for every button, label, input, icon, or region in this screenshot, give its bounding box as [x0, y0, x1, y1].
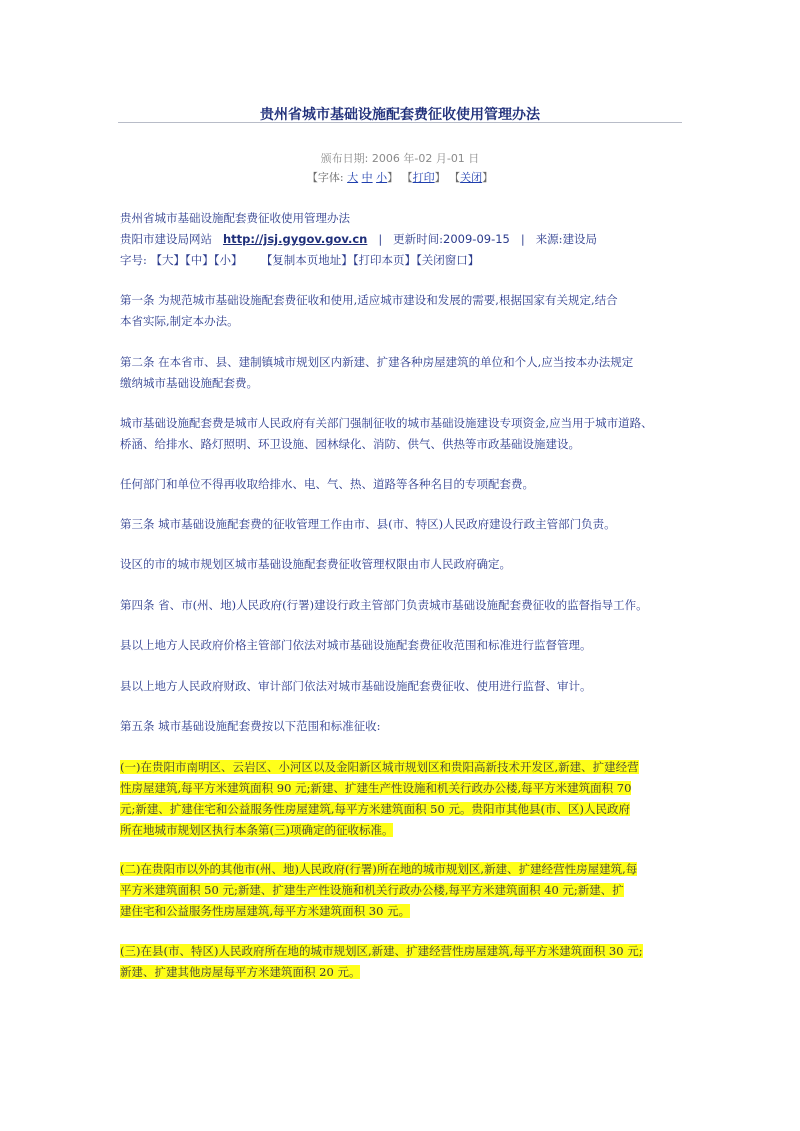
update-label: 更新时间:	[393, 232, 444, 246]
toolbar-line	[120, 250, 479, 271]
separator: |	[378, 232, 383, 246]
size-medium-button[interactable]: 【中】	[185, 253, 214, 267]
print-page-button[interactable]: 【打印本页】	[352, 253, 417, 267]
close-link[interactable]: 关闭	[460, 171, 483, 184]
highlighted-line: (一)在贵阳市南明区、云岩区、小河区以及金阳新区城市规划区和贵阳高新技术开发区,新建、扩建经营	[120, 760, 639, 774]
font-bar-prefix: 【字体:	[306, 171, 344, 184]
clause-2-highlighted	[120, 859, 700, 922]
update-value: 2009-09-15	[443, 232, 510, 246]
article-5	[120, 716, 688, 737]
print-open-bracket: 【	[401, 171, 413, 184]
separator: |	[520, 232, 525, 246]
print-close-bracket: 】	[434, 171, 446, 184]
page-title: 贵州省城市基础设施配套费征收使用管理办法	[260, 107, 540, 123]
text-line: 县以上地方人民政府价格主管部门依法对城市基础设施配套费征收范围和标准进行监督管理。	[120, 638, 592, 652]
highlighted-line: 新建、扩建其他房屋每平方米建筑面积 20 元。	[120, 965, 361, 979]
font-size-bar	[0, 169, 800, 185]
clause-3-highlighted	[120, 941, 700, 983]
text-line: 任何部门和单位不得再收取给排水、电、气、热、道路等各种名目的专项配套费。	[120, 477, 534, 491]
article-4-price	[120, 635, 688, 656]
article-2-explanation	[120, 413, 688, 455]
highlighted-line: (三)在县(市、特区)人民政府所在地的城市规划区,新建、扩建经营性房屋建筑,每平方米建筑面积 30 元;	[120, 944, 643, 958]
copy-url-button[interactable]: 【复制本页地址】	[260, 253, 353, 267]
close-open-bracket: 【	[449, 171, 461, 184]
text-line: 第四条 省、市(州、地)人民政府(行署)建设行政主管部门负责城市基础设施配套费征收的监督指导工作。	[120, 598, 648, 612]
font-medium-link[interactable]: 中	[361, 171, 373, 184]
article-4-audit	[120, 676, 688, 697]
text-line: 设区的市的城市规划区城市基础设施配套费征收管理权限由市人民政府确定。	[120, 557, 511, 571]
print-link[interactable]: 打印	[412, 171, 435, 184]
article-3-authority	[120, 554, 688, 575]
highlighted-line: 所在地城市规划区执行本条第(三)项确定的征收标准。	[120, 823, 394, 837]
size-large-button[interactable]: 【大】	[150, 253, 186, 267]
article-4	[120, 595, 688, 616]
article-2-restriction	[120, 474, 688, 495]
font-large-link[interactable]: 大	[347, 171, 359, 184]
highlighted-line: (二)在贵阳市以外的其他市(州、地)人民政府(行署)所在地的城市规划区,新建、扩建经营性房屋建筑,每	[120, 862, 638, 876]
text-line: 县以上地方人民政府财政、审计部门依法对城市基础设施配套费征收、使用进行监督、审计。	[120, 679, 592, 693]
source-value: 建设局	[562, 232, 598, 246]
highlighted-line: 性房屋建筑,每平方米建筑面积 90 元;新建、扩建生产性设施和机关行政办公楼,每平方米建筑面积 70	[120, 781, 632, 795]
size-small-button[interactable]: 【小】	[213, 253, 243, 267]
article-3	[120, 514, 688, 535]
text-line: 桥涵、给排水、路灯照明、环卫设施、园林绿化、消防、供气、供热等市政基础设施建设。	[120, 437, 580, 451]
highlighted-line: 平方米建筑面积 50 元;新建、扩建生产性设施和机关行政办公楼,每平方米建筑面积 40 元;新建、扩	[120, 883, 624, 897]
article-2	[120, 352, 688, 394]
article-1	[120, 290, 688, 332]
close-close-bracket: 】	[482, 171, 494, 184]
source-label: 来源:	[535, 232, 563, 246]
publish-date-label: 颁布日期:	[320, 152, 369, 165]
text-line: 第五条 城市基础设施配套费按以下范围和标准征收:	[120, 719, 381, 733]
source-site: 贵阳市建设局网站	[120, 232, 212, 246]
text-line: 本省实际,制定本办法。	[120, 314, 239, 328]
text-line: 第三条 城市基础设施配套费的征收管理工作由市、县(市、特区)人民政府建设行政主管部门负责。	[120, 517, 616, 531]
fontsize-label: 字号:	[120, 253, 147, 267]
highlighted-line: 建住宅和公益服务性房屋建筑,每平方米建筑面积 30 元。	[120, 904, 411, 918]
font-bar-suffix: 】	[387, 171, 399, 184]
text-line: 第一条 为规范城市基础设施配套费征收和使用,适应城市建设和发展的需要,根据国家有关规定,结合	[120, 293, 618, 307]
source-line	[120, 229, 597, 250]
doc-title-line: 贵州省城市基础设施配套费征收使用管理办法	[120, 211, 350, 225]
highlighted-line: 元;新建、扩建住宅和公益服务性房屋建筑,每平方米建筑面积 50 元。贵阳市其他县(市、区)人民政府	[120, 802, 630, 816]
text-line: 缴纳城市基础设施配套费。	[120, 376, 258, 390]
publish-date-value: 2006 年-02 月-01 日	[371, 152, 480, 165]
publish-date	[0, 150, 800, 166]
text-line: 第二条 在本省市、县、建制镇城市规划区内新建、扩建各种房屋建筑的单位和个人,应当按本办法规定	[120, 355, 634, 369]
font-small-link[interactable]: 小	[376, 171, 388, 184]
clause-1-highlighted	[120, 757, 700, 841]
close-window-button[interactable]: 【关闭窗口】	[416, 253, 480, 267]
text-line: 城市基础设施配套费是城市人民政府有关部门强制征收的城市基础设施建设专项资金,应当用于城市道路、	[120, 416, 653, 430]
title-divider	[118, 122, 682, 123]
source-url-link[interactable]: http://jsj.gygov.gov.cn	[222, 232, 368, 246]
